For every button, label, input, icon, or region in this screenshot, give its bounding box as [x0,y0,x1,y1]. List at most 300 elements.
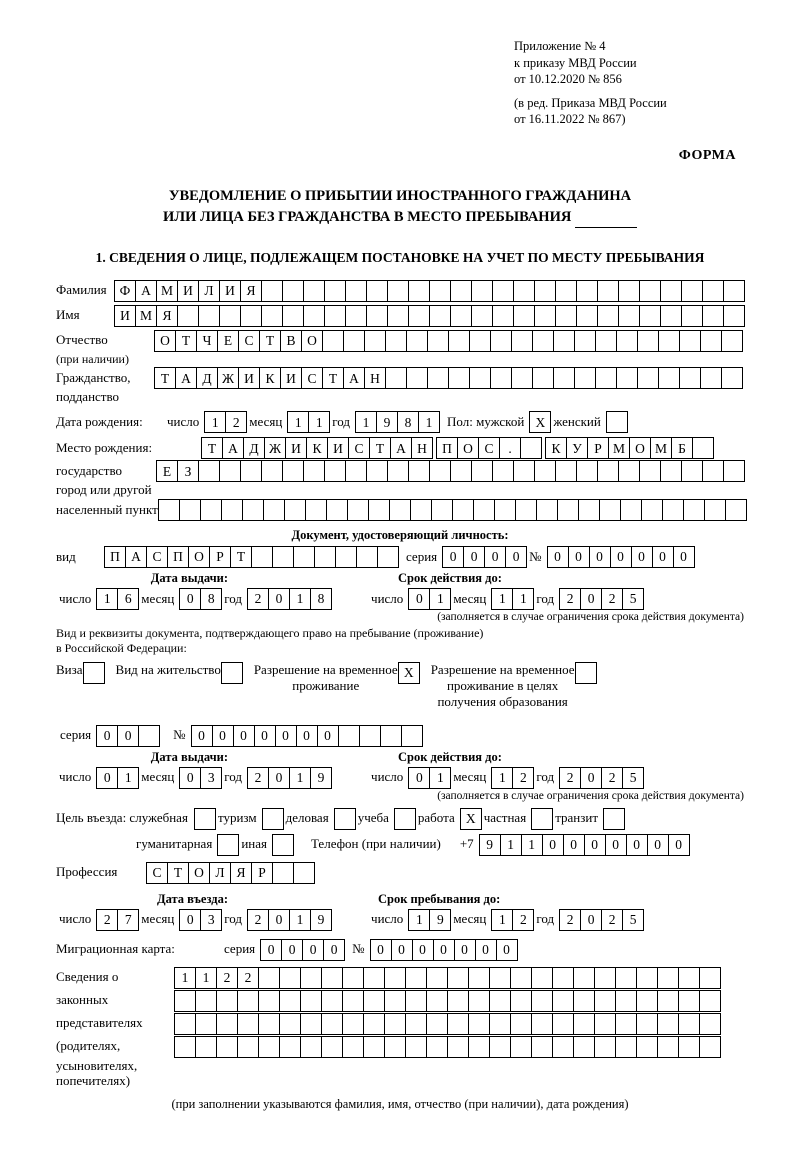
form-cell[interactable] [240,305,262,327]
form-cell[interactable] [405,967,427,989]
form-cell[interactable] [636,1036,658,1058]
form-cell[interactable] [219,305,241,327]
form-cell[interactable] [334,808,356,830]
form-cell[interactable] [700,330,722,352]
form-cell[interactable] [389,499,411,521]
form-cell[interactable] [368,499,390,521]
form-cell[interactable]: С [238,330,260,352]
form-cell[interactable] [195,1013,217,1035]
form-cell[interactable]: 0 [179,909,201,931]
form-cell[interactable] [576,280,598,302]
form-cell[interactable]: 0 [580,767,602,789]
form-cell[interactable] [387,305,409,327]
form-cell[interactable] [595,367,617,389]
form-cell[interactable]: 0 [668,834,690,856]
form-cell[interactable]: Т [369,437,391,459]
birth-day-cells[interactable] [204,411,246,433]
perm-visa[interactable] [56,662,104,684]
form-cell[interactable] [531,808,553,830]
form-cell[interactable]: Р [209,546,231,568]
form-cell[interactable]: 2 [247,588,269,610]
form-cell[interactable]: 0 [580,909,602,931]
form-cell[interactable] [83,662,105,684]
form-cell[interactable] [219,460,241,482]
form-cell[interactable]: О [629,437,651,459]
form-cell[interactable] [282,280,304,302]
form-cell[interactable] [272,834,294,856]
form-cell[interactable]: Т [230,546,252,568]
form-cell[interactable]: 0 [454,939,476,961]
form-cell[interactable] [384,967,406,989]
form-cell[interactable] [573,1013,595,1035]
form-cell[interactable] [658,367,680,389]
form-cell[interactable]: С [146,546,168,568]
form-cell[interactable] [138,725,160,747]
form-cell[interactable]: О [188,862,210,884]
form-cell[interactable]: У [566,437,588,459]
form-cell[interactable] [450,460,472,482]
form-cell[interactable]: 0 [212,725,234,747]
form-cell[interactable] [615,1013,637,1035]
form-cell[interactable]: Д [196,367,218,389]
form-cell[interactable]: 1 [500,834,522,856]
form-cell[interactable] [552,1013,574,1035]
form-cell[interactable] [468,990,490,1012]
entry-month-cells[interactable] [179,909,221,931]
form-cell[interactable] [258,1013,280,1035]
form-cell[interactable]: 1 [96,588,118,610]
migration-series-cells[interactable] [260,939,344,961]
form-cell[interactable] [513,305,535,327]
form-cell[interactable] [356,546,378,568]
form-cell[interactable] [702,460,724,482]
form-cell[interactable]: 0 [496,939,518,961]
form-cell[interactable] [321,990,343,1012]
form-cell[interactable] [279,967,301,989]
form-cell[interactable] [447,990,469,1012]
form-cell[interactable] [303,280,325,302]
form-cell[interactable]: 0 [505,546,527,568]
edu-residence-box[interactable] [575,662,596,684]
form-cell[interactable] [429,460,451,482]
form-cell[interactable] [620,499,642,521]
form-cell[interactable]: О [301,330,323,352]
form-cell[interactable]: 1 [287,411,309,433]
form-cell[interactable]: О [154,330,176,352]
citizenship-cells[interactable] [154,367,742,389]
form-cell[interactable]: 8 [397,411,419,433]
form-cell[interactable] [305,499,327,521]
form-cell[interactable] [240,460,262,482]
form-cell[interactable] [237,1036,259,1058]
form-cell[interactable]: Е [156,460,178,482]
form-cell[interactable] [263,499,285,521]
form-cell[interactable]: 2 [601,767,623,789]
form-cell[interactable] [363,990,385,1012]
form-cell[interactable] [510,1036,532,1058]
form-cell[interactable]: 0 [391,939,413,961]
form-cell[interactable] [615,990,637,1012]
form-cell[interactable]: 0 [442,546,464,568]
form-cell[interactable] [195,990,217,1012]
form-cell[interactable] [471,280,493,302]
form-cell[interactable] [324,460,346,482]
form-cell[interactable] [279,1013,301,1035]
form-cell[interactable] [660,460,682,482]
stay-day-cells[interactable] [408,909,450,931]
purpose-service-box[interactable] [194,808,215,830]
form-cell[interactable]: П [167,546,189,568]
form-cell[interactable] [293,862,315,884]
form-cell[interactable] [615,1036,637,1058]
form-cell[interactable] [660,280,682,302]
form-cell[interactable] [699,1013,721,1035]
form-cell[interactable] [699,990,721,1012]
form-cell[interactable] [469,330,491,352]
form-cell[interactable] [198,305,220,327]
form-cell[interactable] [450,280,472,302]
perm-issue-year-cells[interactable] [247,767,331,789]
form-cell[interactable] [431,499,453,521]
form-cell[interactable]: 0 [631,546,653,568]
birth-city-cells-row2[interactable] [156,460,744,482]
form-cell[interactable] [426,1013,448,1035]
form-cell[interactable]: 1 [418,411,440,433]
form-cell[interactable]: В [280,330,302,352]
form-cell[interactable] [405,990,427,1012]
form-cell[interactable] [489,1036,511,1058]
form-cell[interactable] [258,967,280,989]
form-cell[interactable] [377,546,399,568]
sex-female-box[interactable] [606,411,627,433]
form-cell[interactable] [552,990,574,1012]
form-cell[interactable]: 0 [281,939,303,961]
form-cell[interactable]: 0 [302,939,324,961]
form-cell[interactable]: И [177,280,199,302]
birth-year-cells[interactable] [355,411,439,433]
form-cell[interactable] [468,1036,490,1058]
patronymic-cells[interactable] [154,330,742,352]
sex-male-box[interactable] [529,411,550,433]
form-cell[interactable]: З [177,460,199,482]
residence-box[interactable] [221,662,242,684]
doc-valid-month-cells[interactable] [491,588,533,610]
form-cell[interactable] [216,990,238,1012]
form-cell[interactable] [303,305,325,327]
form-cell[interactable]: 0 [605,834,627,856]
form-cell[interactable] [597,305,619,327]
form-cell[interactable]: 1 [308,411,330,433]
form-cell[interactable] [618,280,640,302]
form-cell[interactable]: 1 [408,909,430,931]
form-cell[interactable] [447,1013,469,1035]
form-cell[interactable] [578,499,600,521]
form-cell[interactable]: 1 [289,588,311,610]
form-cell[interactable] [429,280,451,302]
form-cell[interactable]: 1 [355,411,377,433]
form-cell[interactable] [639,305,661,327]
form-cell[interactable]: О [457,437,479,459]
form-cell[interactable] [406,330,428,352]
form-cell[interactable] [492,460,514,482]
form-cell[interactable] [721,367,743,389]
form-cell[interactable] [448,330,470,352]
form-cell[interactable] [384,990,406,1012]
form-cell[interactable] [343,330,365,352]
form-cell[interactable] [641,499,663,521]
form-cell[interactable] [363,1036,385,1058]
purpose-private-box[interactable] [531,808,552,830]
form-cell[interactable] [366,460,388,482]
form-cell[interactable]: О [188,546,210,568]
perm-valid-day-cells[interactable] [408,767,450,789]
form-cell[interactable]: 2 [559,909,581,931]
form-cell[interactable]: Т [259,330,281,352]
form-cell[interactable]: И [238,367,260,389]
form-cell[interactable]: И [327,437,349,459]
form-cell[interactable] [725,499,747,521]
form-cell[interactable] [679,367,701,389]
form-cell[interactable] [657,1013,679,1035]
form-cell[interactable] [723,305,745,327]
perm-residence[interactable] [116,662,242,684]
form-cell[interactable]: 2 [225,411,247,433]
form-cell[interactable] [384,1036,406,1058]
birth-city-cells-row1b[interactable] [545,437,713,459]
form-cell[interactable] [594,1013,616,1035]
form-cell[interactable] [405,1036,427,1058]
form-cell[interactable] [576,460,598,482]
form-cell[interactable]: 2 [512,767,534,789]
form-cell[interactable]: 7 [117,909,139,931]
form-cell[interactable] [490,367,512,389]
form-cell[interactable] [599,499,621,521]
form-cell[interactable] [198,460,220,482]
form-cell[interactable]: А [125,546,147,568]
form-cell[interactable]: Т [167,862,189,884]
form-cell[interactable] [678,990,700,1012]
form-cell[interactable] [699,967,721,989]
form-cell[interactable]: М [608,437,630,459]
form-cell[interactable] [637,330,659,352]
form-cell[interactable]: 0 [610,546,632,568]
stay-month-cells[interactable] [491,909,533,931]
form-cell[interactable] [410,499,432,521]
form-cell[interactable] [427,367,449,389]
form-cell[interactable]: С [348,437,370,459]
form-cell[interactable] [658,330,680,352]
form-cell[interactable] [531,1036,553,1058]
form-cell[interactable]: 2 [601,588,623,610]
form-cell[interactable] [637,367,659,389]
form-cell[interactable]: 1 [429,767,451,789]
purpose-humanitarian-box[interactable] [217,834,238,856]
form-cell[interactable] [387,280,409,302]
form-cell[interactable]: Ч [196,330,218,352]
form-cell[interactable] [408,280,430,302]
form-cell[interactable] [426,967,448,989]
form-cell[interactable] [603,808,625,830]
form-cell[interactable] [536,499,558,521]
perm-valid-year-cells[interactable] [559,767,643,789]
form-cell[interactable]: 5 [622,767,644,789]
form-cell[interactable]: 0 [542,834,564,856]
form-cell[interactable] [681,460,703,482]
form-cell[interactable] [618,460,640,482]
form-cell[interactable] [282,305,304,327]
perm-number-cells[interactable] [191,725,422,747]
form-cell[interactable] [394,808,416,830]
form-cell[interactable] [574,330,596,352]
form-cell[interactable] [221,499,243,521]
form-cell[interactable] [594,1036,616,1058]
form-cell[interactable] [700,367,722,389]
form-cell[interactable] [427,330,449,352]
doc-issue-day-cells[interactable] [96,588,138,610]
form-cell[interactable]: 2 [237,967,259,989]
form-cell[interactable] [303,460,325,482]
form-cell[interactable]: 0 [268,909,290,931]
doc-issue-month-cells[interactable] [179,588,221,610]
form-cell[interactable]: 0 [484,546,506,568]
form-cell[interactable]: Н [364,367,386,389]
form-cell[interactable]: Т [175,330,197,352]
form-cell[interactable] [158,499,180,521]
form-cell[interactable] [217,834,239,856]
form-cell[interactable]: Т [154,367,176,389]
form-cell[interactable] [555,460,577,482]
form-cell[interactable] [387,460,409,482]
form-cell[interactable] [679,330,701,352]
form-cell[interactable]: 0 [268,767,290,789]
form-cell[interactable] [510,967,532,989]
form-cell[interactable]: 0 [233,725,255,747]
doc-number-cells[interactable] [547,546,694,568]
form-cell[interactable] [699,1036,721,1058]
doc-issue-year-cells[interactable] [247,588,331,610]
purpose-work-box[interactable] [460,808,481,830]
form-cell[interactable]: 1 [491,588,513,610]
form-cell[interactable] [678,967,700,989]
form-cell[interactable]: 0 [179,767,201,789]
form-cell[interactable]: Я [156,305,178,327]
doc-valid-day-cells[interactable] [408,588,450,610]
form-cell[interactable] [681,305,703,327]
form-cell[interactable] [322,330,344,352]
form-cell[interactable] [279,990,301,1012]
form-cell[interactable] [426,990,448,1012]
form-cell[interactable] [177,305,199,327]
form-cell[interactable] [657,990,679,1012]
entry-day-cells[interactable] [96,909,138,931]
form-cell[interactable] [681,280,703,302]
form-cell[interactable]: 0 [475,939,497,961]
form-cell[interactable]: 0 [568,546,590,568]
form-cell[interactable] [300,967,322,989]
form-cell[interactable]: 0 [254,725,276,747]
form-cell[interactable] [553,367,575,389]
form-cell[interactable] [179,499,201,521]
form-cell[interactable] [345,280,367,302]
form-cell[interactable]: 6 [117,588,139,610]
form-cell[interactable]: С [478,437,500,459]
form-cell[interactable] [615,967,637,989]
form-cell[interactable]: Д [243,437,265,459]
form-cell[interactable] [597,280,619,302]
form-cell[interactable] [364,330,386,352]
form-cell[interactable] [657,1036,679,1058]
form-cell[interactable] [385,330,407,352]
form-cell[interactable] [534,280,556,302]
form-cell[interactable]: 0 [179,588,201,610]
form-cell[interactable] [616,330,638,352]
form-cell[interactable] [520,437,542,459]
form-cell[interactable] [510,990,532,1012]
form-cell[interactable] [532,367,554,389]
purpose-other-box[interactable] [272,834,293,856]
form-cell[interactable] [324,280,346,302]
form-cell[interactable] [242,499,264,521]
form-cell[interactable]: 0 [652,546,674,568]
form-cell[interactable] [639,280,661,302]
legal-cells-row2[interactable] [174,990,720,1012]
form-cell[interactable]: Л [198,280,220,302]
form-cell[interactable] [258,990,280,1012]
form-cell[interactable]: Л [209,862,231,884]
form-cell[interactable]: П [436,437,458,459]
form-cell[interactable] [531,967,553,989]
form-cell[interactable]: Ж [217,367,239,389]
form-cell[interactable] [552,1036,574,1058]
form-cell[interactable]: 0 [580,588,602,610]
form-cell[interactable]: И [285,437,307,459]
form-cell[interactable] [515,499,537,521]
form-cell[interactable] [447,967,469,989]
form-cell[interactable] [452,499,474,521]
form-cell[interactable]: 0 [563,834,585,856]
form-cell[interactable]: 0 [589,546,611,568]
form-cell[interactable] [594,967,616,989]
form-cell[interactable]: 9 [376,411,398,433]
form-cell[interactable] [426,1036,448,1058]
form-cell[interactable] [468,1013,490,1035]
form-cell[interactable] [618,305,640,327]
form-cell[interactable]: Б [671,437,693,459]
form-cell[interactable] [573,1036,595,1058]
form-cell[interactable] [489,967,511,989]
form-cell[interactable]: 1 [204,411,226,433]
form-cell[interactable]: К [306,437,328,459]
form-cell[interactable]: К [545,437,567,459]
surname-cells[interactable] [114,280,744,302]
form-cell[interactable]: X [398,662,420,684]
form-cell[interactable]: X [460,808,482,830]
form-cell[interactable] [606,411,628,433]
form-cell[interactable] [200,499,222,521]
form-cell[interactable]: 1 [195,967,217,989]
form-cell[interactable] [678,1036,700,1058]
form-cell[interactable]: 2 [559,767,581,789]
form-cell[interactable] [221,662,243,684]
form-cell[interactable] [531,990,553,1012]
form-cell[interactable] [300,990,322,1012]
form-cell[interactable] [293,546,315,568]
birth-state-cells[interactable] [201,437,432,459]
form-cell[interactable]: X [529,411,551,433]
form-cell[interactable] [342,1036,364,1058]
profession-cells[interactable] [146,862,314,884]
form-cell[interactable] [326,499,348,521]
